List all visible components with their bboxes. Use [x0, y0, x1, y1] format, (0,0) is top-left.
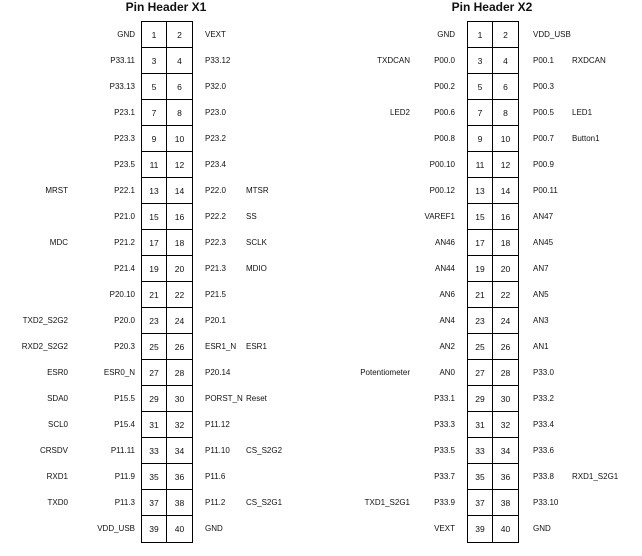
signal-label-left: AN4 — [439, 316, 455, 325]
pin-row — [468, 204, 518, 230]
pin-number: 36 — [167, 464, 192, 490]
pin-number: 25 — [142, 334, 167, 360]
pin-number: 28 — [167, 360, 192, 386]
function-label-right: CS_S2G2 — [246, 446, 283, 455]
pin-number: 36 — [493, 464, 518, 490]
header-title: Pin Header X2 — [451, 0, 533, 14]
pin-number: 17 — [468, 230, 493, 256]
signal-label-right: P33.8 — [533, 472, 554, 481]
signal-label-left: GND — [117, 30, 135, 39]
signal-label-right: P11.6 — [205, 472, 226, 481]
pin-number: 21 — [468, 282, 493, 308]
signal-label-right: P33.6 — [533, 446, 554, 455]
pin-row — [468, 386, 518, 412]
pin-number: 28 — [493, 360, 518, 386]
signal-label-right: P20.14 — [205, 368, 231, 377]
pin-number: 2 — [493, 22, 518, 48]
pin-row — [468, 256, 518, 282]
pin-number: 35 — [468, 464, 493, 490]
pin-number: 38 — [167, 490, 192, 516]
pin-row — [468, 490, 518, 516]
pin-number: 8 — [167, 100, 192, 126]
signal-label-left: P20.10 — [109, 290, 135, 299]
pin-row — [142, 464, 192, 490]
signal-label-right: P33.10 — [533, 498, 559, 507]
signal-label-right: P11.10 — [205, 446, 230, 455]
pin-row — [468, 126, 518, 152]
signal-label-left: AN46 — [434, 238, 455, 247]
function-label-left: SCL0 — [47, 420, 68, 429]
function-label-right: SS — [246, 212, 257, 221]
pin-row — [142, 230, 192, 256]
signal-label-right: P20.1 — [205, 316, 226, 325]
signal-label-right: P32.0 — [205, 82, 226, 91]
pin-number: 16 — [167, 204, 192, 230]
signal-label-left: P00.8 — [434, 134, 455, 143]
signal-label-right: ESR1_N — [205, 342, 237, 351]
function-label-right: LED1 — [572, 108, 593, 117]
pin-row — [142, 48, 192, 74]
signal-label-left: P33.7 — [434, 472, 455, 481]
function-label-left: ESR0 — [47, 368, 68, 377]
pin-number: 25 — [468, 334, 493, 360]
function-label-left: MRST — [45, 186, 68, 195]
pin-row — [468, 412, 518, 438]
signal-label-left: P20.3 — [114, 342, 135, 351]
signal-label-left: P11.11 — [110, 446, 135, 455]
signal-label-left: P21.0 — [114, 212, 135, 221]
pin-number: 26 — [167, 334, 192, 360]
pin-number: 3 — [468, 48, 493, 74]
function-label-left: TXD2_S2G2 — [22, 316, 68, 325]
pin-row — [142, 100, 192, 126]
function-label-right: MTSR — [246, 186, 269, 195]
signal-label-right: P23.4 — [205, 160, 226, 169]
signal-label-right: P00.1 — [533, 56, 554, 65]
signal-label-left: P23.1 — [114, 108, 135, 117]
signal-label-right: P11.2 — [205, 498, 226, 507]
pin-number: 14 — [493, 178, 518, 204]
signal-label-right: P00.9 — [533, 160, 554, 169]
pin-row — [468, 100, 518, 126]
pin-number: 39 — [142, 516, 167, 542]
header-title: Pin Header X1 — [125, 0, 207, 14]
signal-label-left: P33.5 — [434, 446, 455, 455]
signal-label-left: P00.0 — [434, 56, 455, 65]
pin-number: 33 — [142, 438, 167, 464]
signal-label-right: VDD_USB — [533, 30, 571, 39]
pin-number: 2 — [167, 22, 192, 48]
signal-label-left: P23.5 — [114, 160, 135, 169]
signal-label-left: P20.0 — [114, 316, 135, 325]
pin-row — [468, 152, 518, 178]
pin-number: 1 — [142, 22, 167, 48]
pin-row — [142, 490, 192, 516]
signal-label-right: P33.4 — [533, 420, 554, 429]
pin-number: 12 — [167, 152, 192, 178]
pin-row — [468, 48, 518, 74]
pin-number: 15 — [142, 204, 167, 230]
signal-label-left: VAREF1 — [424, 212, 455, 221]
pin-number: 30 — [493, 386, 518, 412]
pin-number: 40 — [174, 524, 185, 534]
signal-label-left: P23.3 — [114, 134, 135, 143]
function-label-left: TXD1_S2G1 — [364, 498, 410, 507]
pin-number: 23 — [468, 308, 493, 334]
pin-number: 22 — [167, 282, 192, 308]
signal-label-left: VDD_USB — [97, 524, 135, 533]
pin-row — [142, 438, 192, 464]
signal-label-right: P33.2 — [533, 394, 554, 403]
signal-label-right: AN5 — [533, 290, 549, 299]
pin-row — [142, 22, 192, 48]
signal-label-left: P00.12 — [429, 186, 455, 195]
signal-label-right: P22.2 — [205, 212, 226, 221]
pin-number: 11 — [468, 152, 493, 178]
pin-grid — [467, 21, 519, 543]
signal-label-right: AN3 — [533, 316, 549, 325]
signal-label-right: P33.0 — [533, 368, 554, 377]
pin-number: 12 — [493, 152, 518, 178]
signal-label-right: P11.12 — [205, 420, 230, 429]
signal-label-right: AN1 — [533, 342, 549, 351]
pin-number: 29 — [468, 386, 493, 412]
pin-number: 6 — [167, 74, 192, 100]
signal-label-right: AN45 — [533, 238, 554, 247]
pin-number: 9 — [142, 126, 167, 152]
signal-label-left: P33.3 — [434, 420, 455, 429]
pin-row — [468, 230, 518, 256]
pin-number: 27 — [142, 360, 167, 386]
function-label-right: RXD1_S2G1 — [572, 472, 619, 481]
pin-number: 7 — [142, 100, 167, 126]
pin-number: 9 — [468, 126, 493, 152]
pin-number: 18 — [167, 230, 192, 256]
function-label-left: LED2 — [389, 108, 410, 117]
signal-label-right: P23.2 — [205, 134, 226, 143]
signal-label-left: P33.1 — [434, 394, 455, 403]
signal-label-left: P11.9 — [114, 472, 135, 481]
pin-row — [468, 464, 518, 490]
signal-label-left: VEXT — [434, 524, 455, 533]
signal-label-right: P23.0 — [205, 108, 226, 117]
pin-number: 24 — [493, 308, 518, 334]
signal-label-right: P00.11 — [533, 186, 558, 195]
function-label-left: RXD2_S2G2 — [21, 342, 68, 351]
pin-row — [142, 204, 192, 230]
pin-row — [468, 516, 518, 542]
signal-label-right: GND — [205, 524, 223, 533]
pin-number: 32 — [167, 412, 192, 438]
pin-row — [142, 386, 192, 412]
signal-label-left: P11.3 — [114, 498, 135, 507]
pin-number: 32 — [493, 412, 518, 438]
signal-label-right: AN47 — [533, 212, 554, 221]
pin-number: 7 — [468, 100, 493, 126]
signal-label-left: AN0 — [439, 368, 455, 377]
pin-number: 3 — [142, 48, 167, 74]
pin-row — [142, 282, 192, 308]
pin-number: 26 — [493, 334, 518, 360]
signal-label-right: P33.12 — [205, 56, 231, 65]
signal-label-right: P00.5 — [533, 108, 554, 117]
function-label-right: RXDCAN — [572, 56, 606, 65]
signal-label-right: GND — [533, 524, 551, 533]
signal-label-left: P22.1 — [114, 186, 135, 195]
pin-row — [142, 308, 192, 334]
signal-label-left: GND — [437, 30, 455, 39]
pin-number: 38 — [493, 490, 518, 516]
pin-number: 17 — [142, 230, 167, 256]
pin-row — [142, 152, 192, 178]
signal-label-left: AN2 — [439, 342, 455, 351]
signal-label-left: P21.4 — [114, 264, 135, 273]
signal-label-left: P33.13 — [109, 82, 135, 91]
pin-row — [468, 360, 518, 386]
signal-label-right: PORST_N — [205, 394, 243, 403]
pin-row — [142, 74, 192, 100]
pin-number: 22 — [493, 282, 518, 308]
signal-label-left: AN6 — [439, 290, 455, 299]
pin-number: 5 — [142, 74, 167, 100]
pin-number: 39 — [468, 516, 493, 542]
pin-number: 31 — [468, 412, 493, 438]
pin-number: 19 — [468, 256, 493, 282]
pin-row — [142, 412, 192, 438]
pin-row — [468, 282, 518, 308]
pin-number: 13 — [468, 178, 493, 204]
signal-label-right: AN7 — [533, 264, 549, 273]
signal-label-left: ESR0_N — [103, 368, 135, 377]
signal-label-left: P15.5 — [114, 394, 135, 403]
signal-label-left: P00.6 — [434, 108, 455, 117]
pin-number: 34 — [493, 438, 518, 464]
pin-number: 20 — [167, 256, 192, 282]
pin-row — [142, 256, 192, 282]
pin-row — [142, 178, 192, 204]
function-label-left: MDC — [49, 238, 68, 247]
signal-label-right: P00.3 — [533, 82, 554, 91]
pin-row — [468, 308, 518, 334]
pin-grid — [141, 21, 193, 543]
function-label-right: SCLK — [246, 238, 267, 247]
pin-number: 18 — [493, 230, 518, 256]
pin-number: 23 — [142, 308, 167, 334]
pin-number: 20 — [493, 256, 518, 282]
function-label-left: TXDCAN — [377, 56, 410, 65]
pin-number: 35 — [142, 464, 167, 490]
pin-row — [468, 334, 518, 360]
pin-row — [468, 178, 518, 204]
function-label-right: ESR1 — [246, 342, 267, 351]
signal-label-left: P00.2 — [434, 82, 455, 91]
function-label-right: CS_S2G1 — [246, 498, 283, 507]
pin-row — [468, 22, 518, 48]
signal-label-right: P00.7 — [533, 134, 554, 143]
signal-label-right: VEXT — [205, 30, 226, 39]
function-label-left: Potentiometer — [360, 368, 410, 377]
signal-label-left: P33.9 — [434, 498, 455, 507]
pin-number: 29 — [142, 386, 167, 412]
pin-number: 14 — [167, 178, 192, 204]
signal-label-right: P21.5 — [205, 290, 226, 299]
pin-number: 31 — [142, 412, 167, 438]
function-label-left: TXD0 — [47, 498, 68, 507]
pin-number: 5 — [468, 74, 493, 100]
function-label-left: SDA0 — [47, 394, 68, 403]
signal-label-left: P21.2 — [114, 238, 135, 247]
pin-number: 30 — [167, 386, 192, 412]
function-label-left: RXD1 — [46, 472, 68, 481]
pin-number: 15 — [468, 204, 493, 230]
pin-number: 33 — [468, 438, 493, 464]
signal-label-left: P00.10 — [429, 160, 455, 169]
pin-number: 16 — [493, 204, 518, 230]
pin-number: 34 — [167, 438, 192, 464]
signal-label-right: P22.0 — [205, 186, 226, 195]
signal-label-right: P22.3 — [205, 238, 226, 247]
pin-row — [142, 516, 192, 542]
signal-label-left: AN44 — [434, 264, 455, 273]
pin-row — [142, 360, 192, 386]
pin-row — [468, 438, 518, 464]
pin-number: 8 — [493, 100, 518, 126]
function-label-right: Button1 — [572, 134, 600, 143]
pin-number: 13 — [142, 178, 167, 204]
pin-number: 10 — [493, 126, 518, 152]
pin-row — [468, 74, 518, 100]
signal-label-right: P21.3 — [205, 264, 226, 273]
pin-number: 6 — [493, 74, 518, 100]
function-label-left: CRSDV — [39, 446, 68, 455]
pin-number: 1 — [468, 22, 493, 48]
function-label-right: MDIO — [246, 264, 267, 273]
signal-label-left: P15.4 — [114, 420, 135, 429]
pin-number: 11 — [142, 152, 167, 178]
pin-number: 27 — [468, 360, 493, 386]
pin-number: 24 — [167, 308, 192, 334]
pin-number: 40 — [500, 524, 511, 534]
pin-number: 19 — [142, 256, 167, 282]
pin-number: 4 — [493, 48, 518, 74]
pin-row — [142, 126, 192, 152]
pin-number: 4 — [167, 48, 192, 74]
pin-number: 37 — [142, 490, 167, 516]
signal-label-left: P33.11 — [110, 56, 135, 65]
pin-number: 21 — [142, 282, 167, 308]
function-label-right: Reset — [246, 394, 267, 403]
pin-row — [142, 334, 192, 360]
pin-number: 37 — [468, 490, 493, 516]
pin-number: 10 — [167, 126, 192, 152]
